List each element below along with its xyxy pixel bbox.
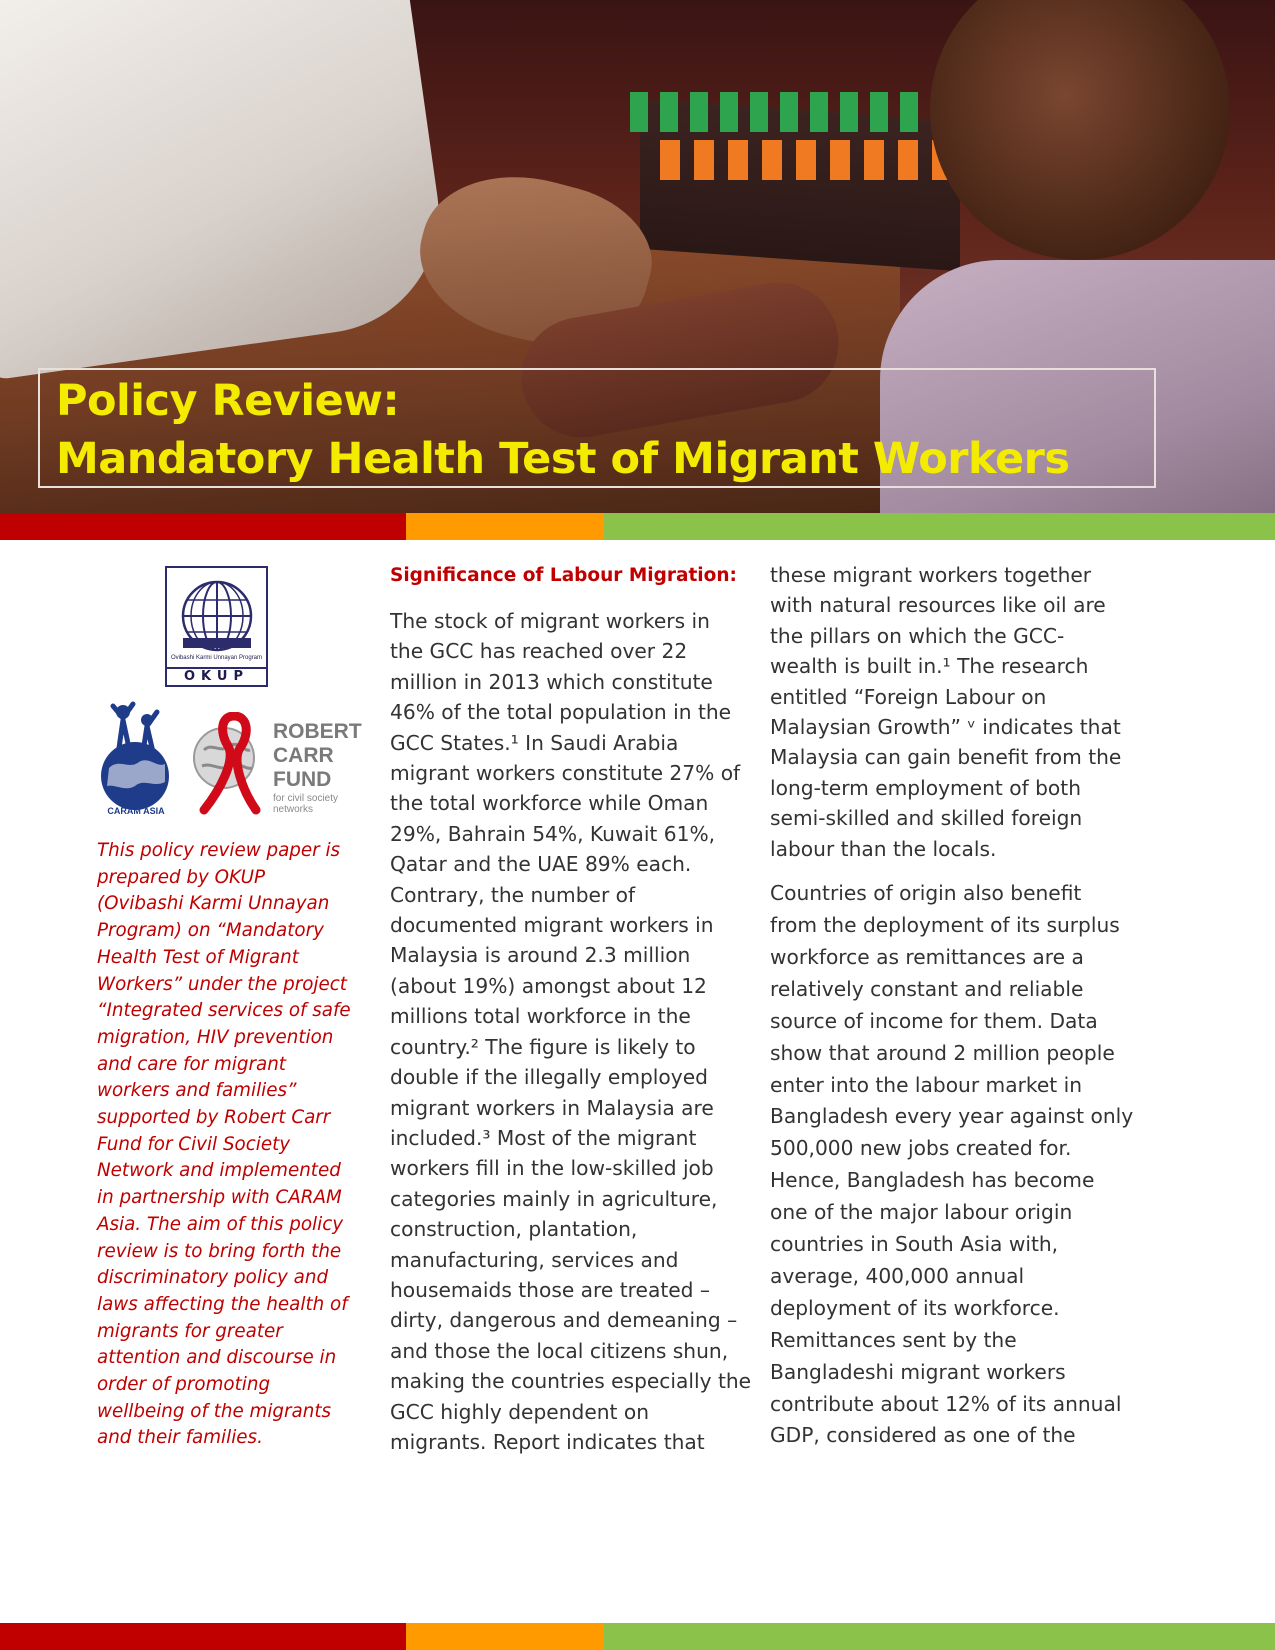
- text-line: manufacturing, services and: [390, 1247, 679, 1272]
- caram-asia-logo: [95, 698, 177, 816]
- text-line: review is to bring forth the: [97, 1240, 342, 1262]
- text-line: making the countries especially the: [390, 1369, 752, 1394]
- text-line: Bangladeshi migrant workers: [770, 1359, 1066, 1384]
- text-line: in partnership with CARAM: [97, 1187, 342, 1209]
- text-line: Asia. The aim of this policy: [97, 1213, 344, 1235]
- text-line: wellbeing of the migrants: [97, 1400, 332, 1422]
- text-line: with natural resources like oil are: [770, 593, 1106, 618]
- text-line: entitled “Foreign Labour on: [770, 684, 1047, 709]
- text-line: migrant workers constitute 27% of: [390, 761, 741, 786]
- text-line: Countries of origin also benefit: [770, 881, 1082, 906]
- globe-icon: [177, 576, 257, 656]
- page-title-line-2: Mandatory Health Test of Migrant Workers: [56, 434, 1070, 484]
- text-line: and care for migrant: [97, 1053, 286, 1075]
- text-line: migrants. Report indicates that: [390, 1429, 705, 1454]
- text-line: (about 19%) amongst about 12: [390, 973, 707, 998]
- orange-tube-caps: [660, 140, 950, 180]
- text-line: and those the local citizens shun,: [390, 1338, 729, 1363]
- text-line: GCC highly dependent on: [390, 1399, 650, 1424]
- body-column-3: [770, 560, 1140, 1452]
- page-title-line-1: Policy Review:: [56, 376, 400, 426]
- text-line: supported by Robert Carr: [97, 1107, 331, 1129]
- text-line: workers fill in the low-skilled job: [390, 1156, 714, 1181]
- text-line: contribute about 12% of its annual: [770, 1391, 1122, 1416]
- text-line: Hence, Bangladesh has become: [770, 1168, 1095, 1193]
- text-line: 46% of the total population in the: [390, 700, 732, 725]
- text-line: relatively constant and reliable: [770, 976, 1084, 1001]
- text-line: Contrary, the number of: [390, 882, 636, 907]
- text-line: from the deployment of its surplus: [770, 912, 1120, 937]
- text-line: show that around 2 million people: [770, 1040, 1115, 1065]
- text-line: Malaysia is around 2.3 million: [390, 943, 691, 968]
- okup-logo: [165, 566, 268, 687]
- text-line: construction, plantation,: [390, 1217, 638, 1242]
- rcf-name-line: CARR: [273, 744, 334, 767]
- okup-subtitle: Ovibashi Karmi Unnayan Program: [170, 655, 263, 661]
- text-line: discriminatory policy and: [97, 1267, 329, 1289]
- text-line: laws affecting the health of: [97, 1293, 348, 1315]
- sidebar-description: [97, 838, 352, 1452]
- rcf-tagline-line: networks: [273, 804, 314, 815]
- text-line: Malaysia can gain benefit from the: [770, 745, 1122, 770]
- text-line: Health Test of Migrant: [97, 946, 299, 968]
- section-heading: Significance of Labour Migration:: [390, 565, 737, 586]
- paragraph: [770, 560, 1140, 864]
- text-line: migrants for greater: [97, 1320, 283, 1342]
- text-line: 29%, Bahrain 54%, Kuwait 61%,: [390, 821, 716, 846]
- text-line: countries in South Asia with,: [770, 1232, 1059, 1257]
- text-line: prepared by OKUP: [97, 866, 266, 888]
- caram-label: CARAM ASIA: [107, 806, 165, 816]
- text-line: the GCC has reached over 22: [390, 639, 688, 664]
- text-line: average, 400,000 annual: [770, 1263, 1025, 1288]
- text-line: Bangladesh every year against only: [770, 1104, 1134, 1129]
- text-line: housemaids those are treated –: [390, 1277, 710, 1302]
- text-line: migrant workers in Malaysia are: [390, 1095, 714, 1120]
- text-line: GCC States.¹ In Saudi Arabia: [390, 730, 679, 755]
- color-bar-bottom-green: [604, 1623, 1275, 1650]
- text-line: Fund for Civil Society: [97, 1133, 291, 1155]
- text-line: dirty, dangerous and demeaning –: [390, 1308, 738, 1333]
- rcf-name: [273, 720, 362, 792]
- text-line: the total workforce while Oman: [390, 791, 709, 816]
- okup-label: OKUP: [167, 667, 266, 685]
- text-line: This policy review paper is: [97, 840, 341, 861]
- text-line: GDP, considered as one of the: [770, 1423, 1076, 1448]
- text-line: and their families.: [97, 1427, 263, 1449]
- text-line: country.² The figure is likely to: [390, 1034, 696, 1059]
- text-line: “Integrated services of safe: [97, 1000, 351, 1022]
- text-line: source of income for them. Data: [770, 1008, 1098, 1033]
- color-bar-top-orange: [406, 513, 604, 540]
- color-bar-bottom-orange: [406, 1623, 604, 1650]
- robert-carr-fund-logo: [190, 712, 270, 816]
- rcf-tagline: [273, 793, 338, 815]
- text-line: the pillars on which the GCC-: [770, 623, 1065, 648]
- text-line: semi-skilled and skilled foreign: [770, 806, 1083, 831]
- text-line: long-term employment of both: [770, 775, 1081, 800]
- text-line: 500,000 new jobs created for.: [770, 1136, 1072, 1161]
- text-line: workforce as remittances are a: [770, 944, 1084, 969]
- text-line: millions total workforce in the: [390, 1004, 691, 1029]
- text-line: Qatar and the UAE 89% each.: [390, 852, 692, 877]
- text-line: double if the illegally employed: [390, 1065, 708, 1090]
- text-line: order of promoting: [97, 1374, 271, 1396]
- text-line: Malaysian Growth” ᵛ indicates that: [770, 715, 1121, 740]
- text-line: attention and discourse in: [97, 1347, 337, 1369]
- text-line: migration, HIV prevention: [97, 1026, 334, 1048]
- color-bar-top-red: [0, 513, 406, 540]
- color-bar-top-green: [604, 513, 1275, 540]
- text-line: million in 2013 which constitute: [390, 669, 713, 694]
- green-tube-caps: [630, 92, 930, 132]
- text-line: The stock of migrant workers in: [390, 609, 710, 633]
- text-line: Network and implemented: [97, 1160, 341, 1182]
- rcf-name-line: FUND: [273, 768, 332, 791]
- text-line: these migrant workers together: [770, 563, 1092, 587]
- color-bar-bottom-red: [0, 1623, 406, 1650]
- text-line: documented migrant workers in: [390, 913, 714, 938]
- text-line: wealth is built in.¹ The research: [770, 654, 1089, 679]
- text-line: (Ovibashi Karmi Unnayan: [97, 893, 330, 915]
- text-line: included.³ Most of the migrant: [390, 1125, 697, 1150]
- body-column-2: [390, 606, 750, 1457]
- text-line: workers and families”: [97, 1080, 297, 1102]
- text-line: Program) on “Mandatory: [97, 920, 324, 942]
- rcf-tagline-line: for civil society: [273, 793, 339, 804]
- rcf-name-line: ROBERT: [273, 720, 362, 743]
- face: [930, 0, 1230, 260]
- text-line: labour than the locals.: [770, 836, 997, 861]
- text-line: Workers” under the project: [97, 973, 347, 995]
- text-line: deployment of its workforce.: [770, 1295, 1060, 1320]
- text-line: one of the major labour origin: [770, 1200, 1073, 1225]
- paragraph: [770, 878, 1140, 1452]
- text-line: Remittances sent by the: [770, 1327, 1017, 1352]
- text-line: categories mainly in agriculture,: [390, 1186, 718, 1211]
- text-line: enter into the labour market in: [770, 1072, 1083, 1097]
